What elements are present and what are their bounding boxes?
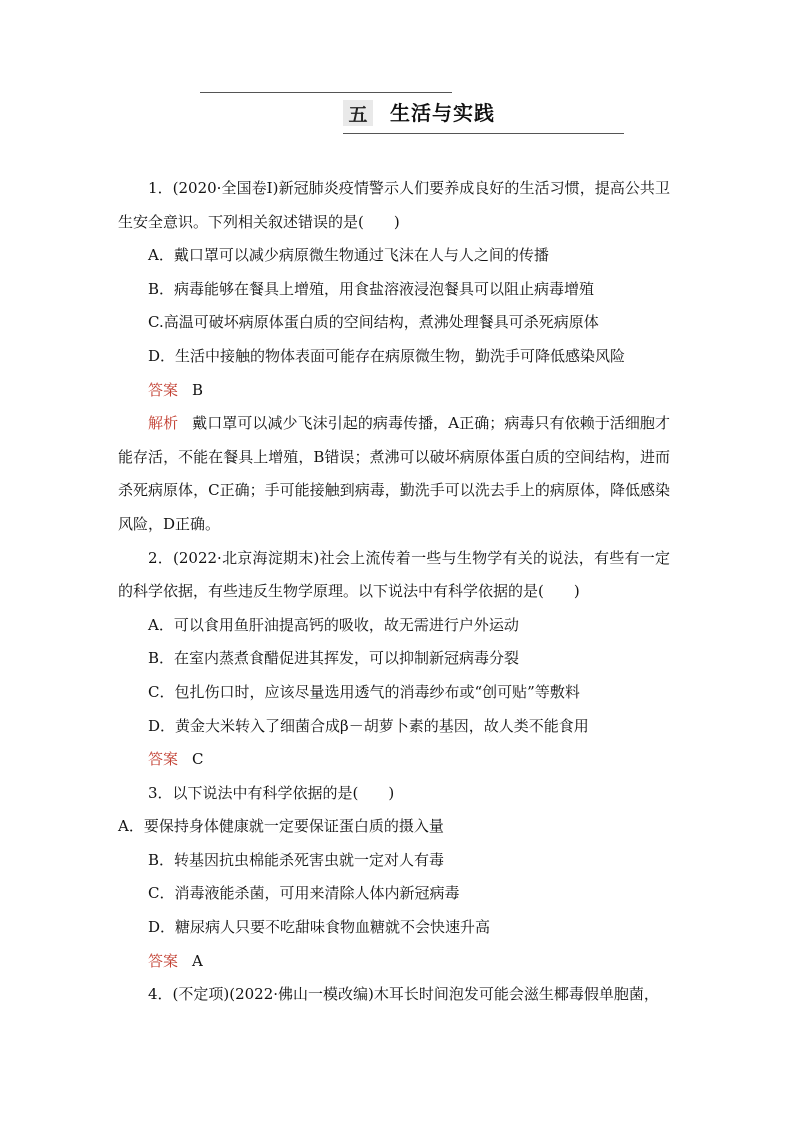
section-header: [200, 92, 624, 134]
q3-option-d: D．糖尿病人只要不吃甜味食物血糖就不会快速升高: [148, 918, 491, 937]
header-bottom-rule: [343, 133, 624, 134]
q3-option-c: C．消毒液能杀菌，可用来清除人体内新冠病毒: [148, 884, 460, 903]
q1-answer-label: 答案: [148, 380, 179, 399]
q3-answer-value: A: [192, 951, 203, 970]
section-number: 五: [343, 100, 373, 126]
q1-option-b: B．病毒能够在餐具上增殖，用食盐溶液浸泡餐具可以阻止病毒增殖: [148, 279, 595, 298]
q2-option-a: A．可以食用鱼肝油提高钙的吸收，故无需进行户外运动: [148, 615, 519, 634]
q3-option-b: B．转基因抗虫棉能杀死害虫就一定对人有毒: [148, 850, 445, 869]
q2-answer: [118, 743, 670, 777]
q4-stem: 4．(不定项)(2022·佛山一模改编)木耳长时间泡发可能会滋生椰毒假单胞菌，: [148, 985, 659, 1004]
header-top-rule: [200, 92, 452, 93]
q3-stem: 3．以下说法中有科学依据的是( ): [148, 783, 395, 802]
q3-option-a: A．要保持身体健康就一定要保证蛋白质的摄入量: [118, 817, 444, 836]
q1-analysis-label: 解析: [148, 414, 179, 433]
q2-option-b: B．在室内蒸煮食醋促进其挥发，可以抑制新冠病毒分裂: [148, 649, 520, 668]
q2-stem: 2．(2022·北京海淀期末)社会上流传着一些与生物学有关的说法，有些有一定的科学依据，有些违反生物学原理。以下说法中有科学依据的是( ): [118, 548, 670, 601]
q1-analysis: [118, 407, 670, 541]
q2-option-d: D．黄金大米转入了细菌合成β－胡萝卜素的基因，故人类不能食用: [148, 716, 589, 735]
q1-option-a: A．戴口罩可以减少病原微生物通过飞沫在人与人之间的传播: [148, 246, 549, 265]
q1-analysis-text: 戴口罩可以减少飞沫引起的病毒传播，A正确；病毒只有依赖于活细胞才能存活，不能在餐具上增殖，B错误；煮沸可以破坏病原体蛋白质的空间结构，进而杀死病原体，C正确；手可能接触到病毒，勤洗手可以洗去手上的病原体，降低感染风险，D正确。: [118, 414, 670, 533]
q2-answer-value: C: [192, 750, 204, 769]
q1-answer-value: B: [192, 380, 204, 399]
q3-answer: [118, 945, 670, 979]
document-body: [118, 172, 670, 1012]
q3-answer-label: 答案: [148, 951, 179, 970]
q1-option-d: D．生活中接触的物体表面可能存在病原微生物，勤洗手可降低感染风险: [148, 346, 626, 365]
q2-option-c: C．包扎伤口时，应该尽量选用透气的消毒纱布或“创可贴”等敷料: [148, 682, 580, 701]
q1-option-c: C.高温可破坏病原体蛋白质的空间结构，煮沸处理餐具可杀死病原体: [148, 313, 599, 332]
q2-answer-label: 答案: [148, 750, 179, 769]
section-title: 生活与实践: [390, 101, 495, 125]
q1-answer: [118, 374, 670, 408]
q1-stem: 1．(2020·全国卷Ⅰ)新冠肺炎疫情警示人们要养成良好的生活习惯，提高公共卫生安全意识。下列相关叙述错误的是( ): [118, 179, 670, 231]
